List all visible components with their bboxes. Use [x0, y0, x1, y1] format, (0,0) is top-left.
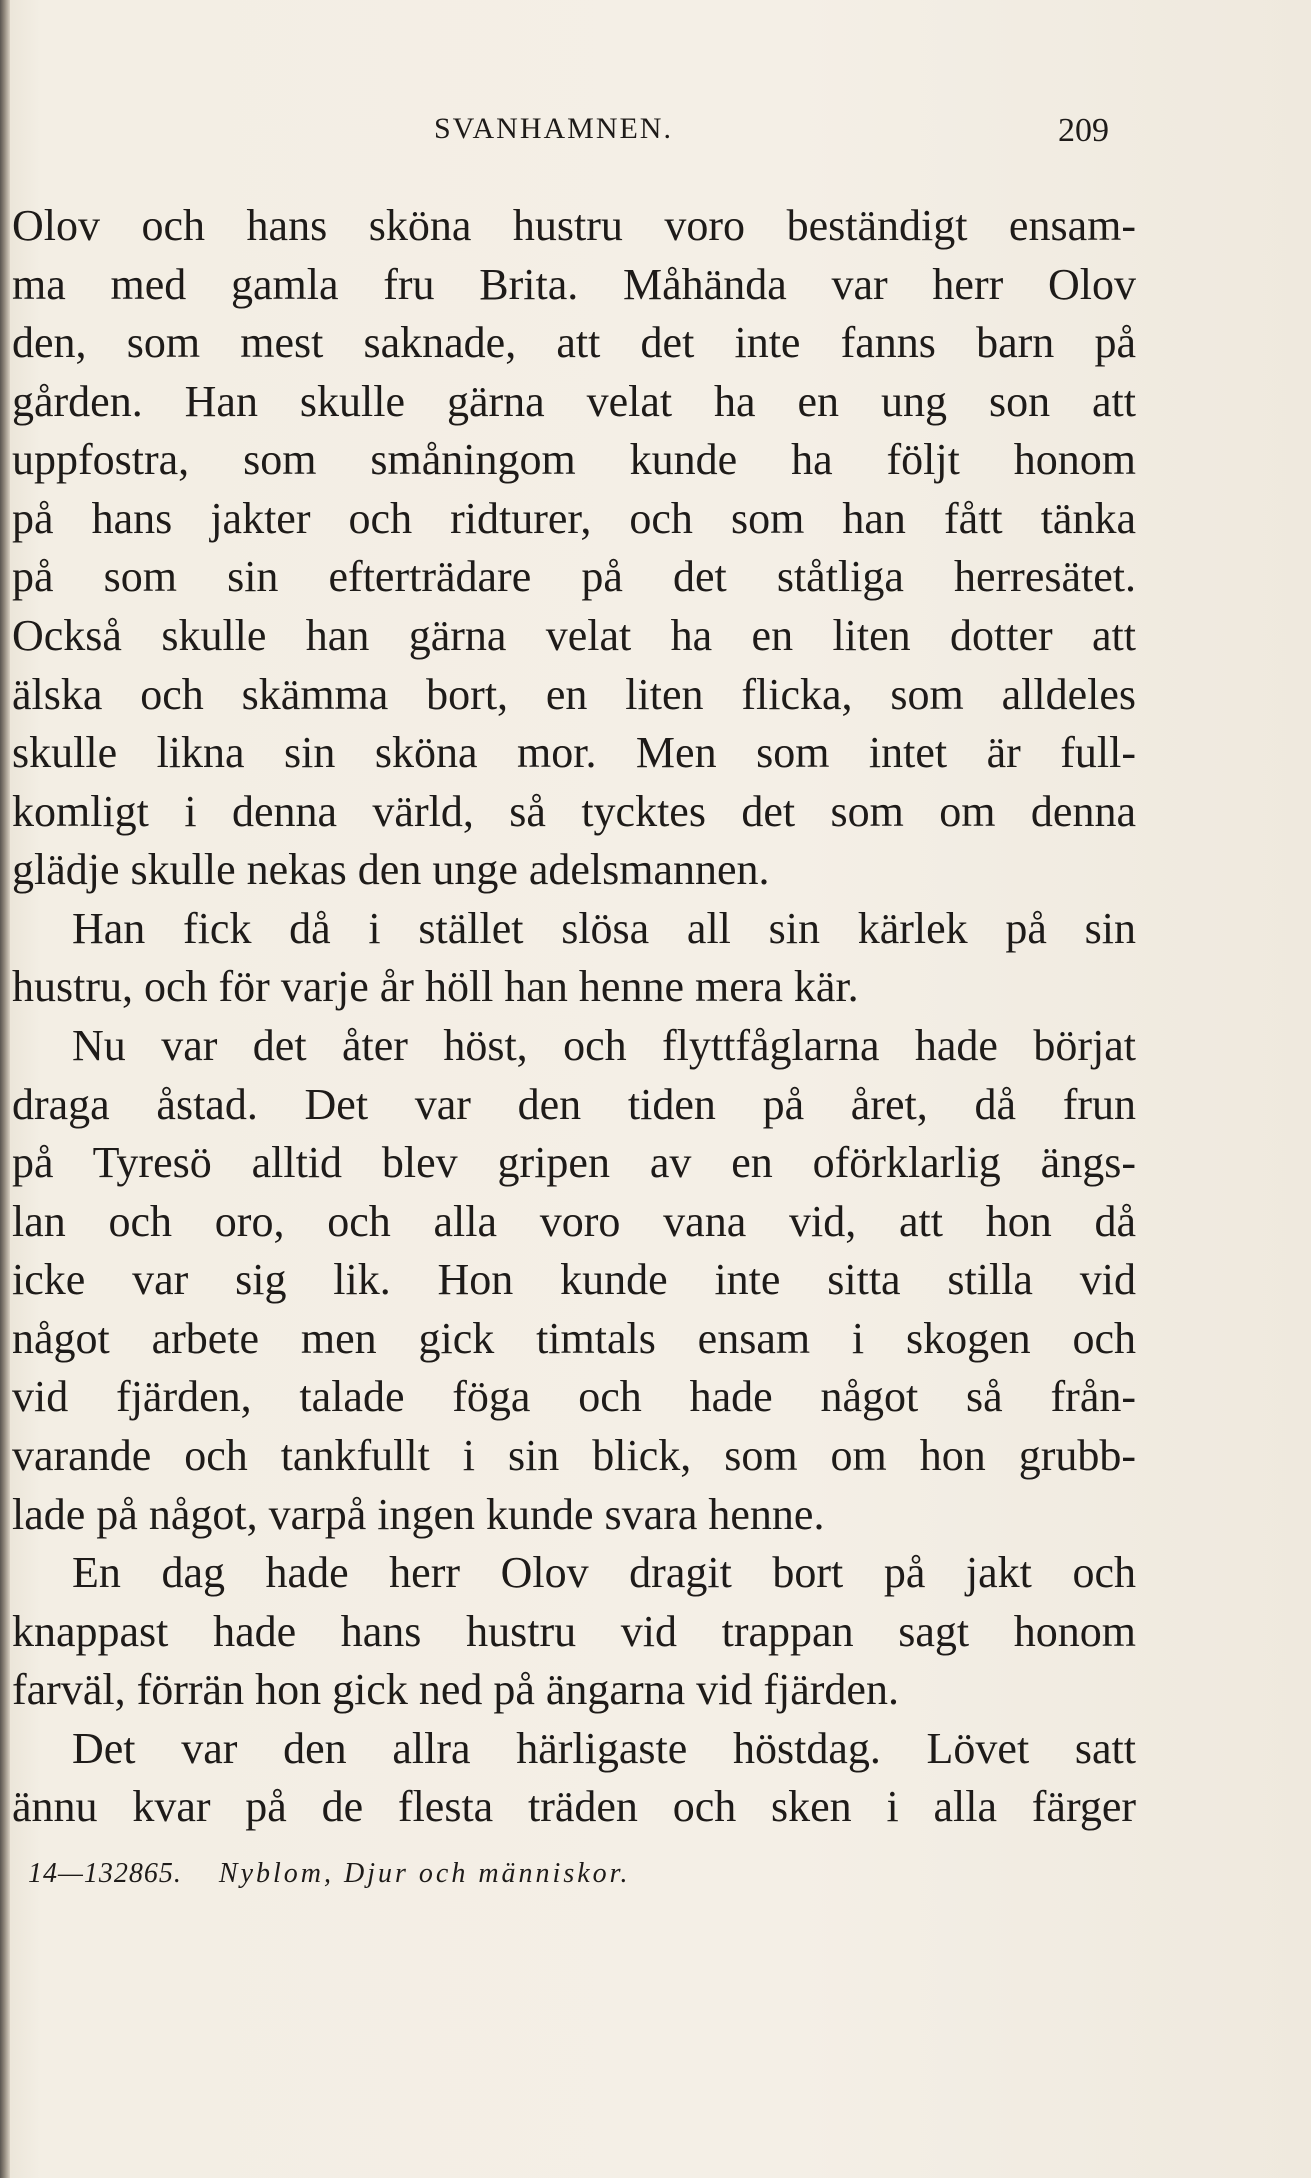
text-line: icke var sig lik. Hon kunde inte sitta stilla vid — [12, 1255, 1136, 1304]
text-line: Det var den allra härligaste höstdag. Lövet satt — [72, 1724, 1136, 1773]
text-line: älska och skämma bort, en liten flicka, som alldeles — [12, 670, 1136, 719]
text-line: skulle likna sin sköna mor. Men som intet är full- — [12, 728, 1136, 777]
text-line: något arbete men gick timtals ensam i skogen och — [12, 1314, 1136, 1363]
signature-mark: 14—132865. — [28, 1858, 182, 1889]
page-number: 209 — [1058, 112, 1109, 149]
printer-signature — [28, 1858, 630, 1890]
text-line: Olov och hans sköna hustru voro beständigt ensam- — [12, 201, 1136, 250]
text-line: lan och oro, och alla voro vana vid, att hon då — [12, 1197, 1136, 1246]
text-line: draga åstad. Det var den tiden på året, då frun — [12, 1080, 1136, 1129]
text-line: glädje skulle nekas den unge adelsmannen. — [12, 845, 770, 894]
text-line: komligt i denna värld, så tycktes det som om denna — [12, 787, 1136, 836]
text-line: vid fjärden, talade föga och hade något så från- — [12, 1372, 1136, 1421]
text-line: på som sin efterträdare på det ståtliga herresätet. — [12, 552, 1136, 601]
text-line: gården. Han skulle gärna velat ha en ung son att — [12, 377, 1136, 426]
running-head-title: SVANHAMNEN. — [434, 112, 673, 145]
text-line: på hans jakter och ridturer, och som han fått tänka — [12, 494, 1136, 543]
text-line: Nu var det åter höst, och flyttfåglarna hade börjat — [72, 1021, 1136, 1070]
text-line: knappast hade hans hustru vid trappan sagt honom — [12, 1607, 1136, 1656]
text-line: farväl, förrän hon gick ned på ängarna vid fjärden. — [12, 1665, 899, 1714]
page-spine-edge — [0, 0, 10, 2178]
text-line: den, som mest saknade, att det inte fanns barn på — [12, 318, 1136, 367]
text-line: ma med gamla fru Brita. Måhända var herr Olov — [12, 260, 1136, 309]
text-line: på Tyresö alltid blev gripen av en oförklarlig ängs- — [12, 1138, 1136, 1187]
text-line: uppfostra, som småningom kunde ha följt honom — [12, 435, 1136, 484]
text-line: hustru, och för varje år höll han henne mera kär. — [12, 962, 859, 1011]
text-line: lade på något, varpå ingen kunde svara henne. — [12, 1490, 825, 1539]
text-line: ännu kvar på de flesta träden och sken i alla färger — [12, 1782, 1136, 1831]
book-reference: Nyblom, Djur och människor. — [218, 1858, 631, 1889]
text-line: Han fick då i stället slösa all sin kärlek på sin — [72, 904, 1136, 953]
text-line: varande och tankfullt i sin blick, som om hon grubb- — [12, 1431, 1136, 1480]
text-line: En dag hade herr Olov dragit bort på jakt och — [72, 1548, 1136, 1597]
text-line: Också skulle han gärna velat ha en liten dotter att — [12, 611, 1136, 660]
